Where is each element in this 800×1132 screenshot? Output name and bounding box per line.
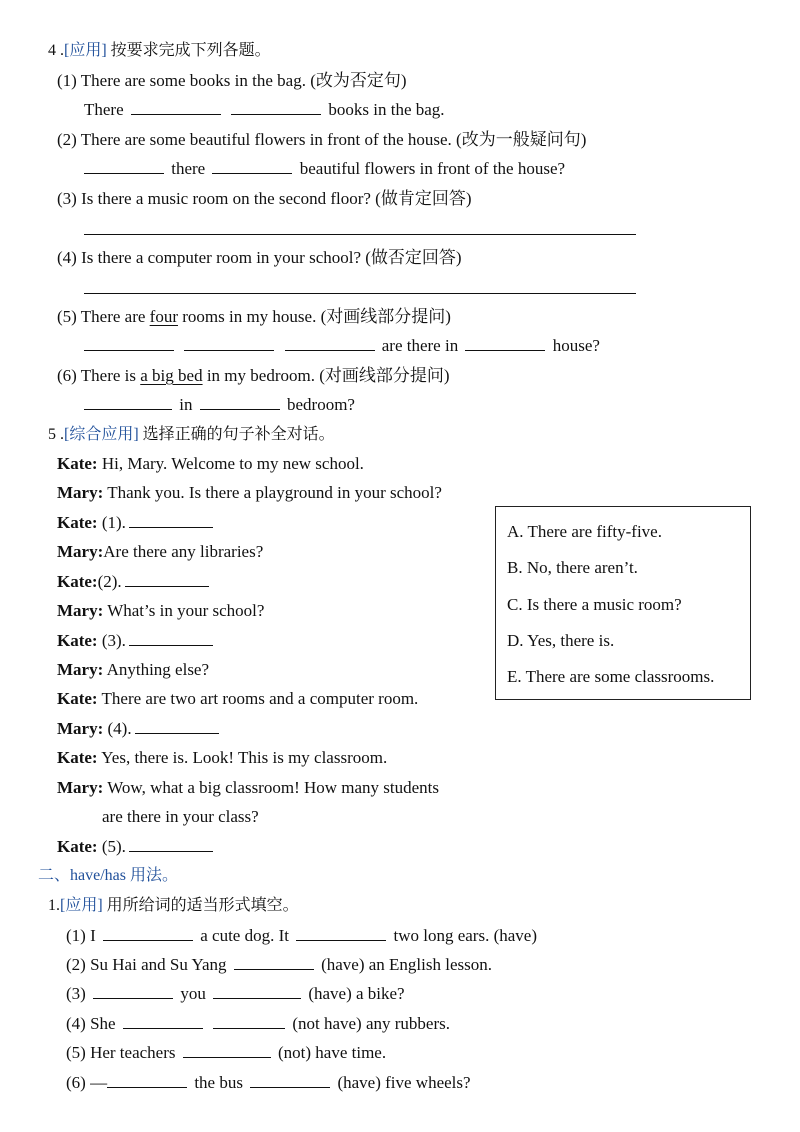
p2-q1-start: (1) I (66, 926, 96, 945)
speaker-name: Kate: (57, 631, 98, 650)
p2-q4-end: (not have) any rubbers. (292, 1014, 450, 1033)
section-4-tag: [应用] (64, 42, 107, 59)
answer-blank[interactable] (213, 983, 301, 999)
speaker-name: Kate: (57, 572, 98, 591)
section-4-number: 4 . (48, 42, 64, 59)
p2-q3-start: (3) (66, 984, 86, 1003)
option-c: C. Is there a music room? (507, 595, 682, 614)
dialog-text: There are two art rooms and a computer room. (101, 689, 419, 708)
p2-q4 (66, 1013, 450, 1035)
option-e: E. There are some classrooms. (507, 667, 715, 686)
p2-q2 (66, 954, 492, 976)
speaker-name: Mary: (57, 660, 104, 679)
p2-q3 (66, 983, 405, 1005)
answer-blank[interactable] (131, 99, 221, 115)
answer-blank[interactable] (84, 394, 172, 410)
s4-q5-prompt (57, 306, 451, 328)
answer-blank[interactable] (103, 925, 193, 941)
dialog-text: (5). (101, 837, 126, 856)
answer-blank[interactable] (125, 571, 209, 587)
p2-q6-end: (have) five wheels? (337, 1073, 471, 1092)
s4-q5-underlined: four (149, 307, 178, 326)
answer-line[interactable] (84, 293, 636, 294)
s4-q2-prompt: (2) There are some beautiful flowers in front of the house. (改为一般疑问句) (57, 130, 587, 149)
speaker-name: Kate: (57, 837, 98, 856)
s4-q6-tail: bedroom? (286, 395, 355, 414)
speaker-name: Kate: (57, 454, 98, 473)
dialog-line (57, 688, 418, 710)
answer-blank[interactable] (465, 335, 545, 351)
dialog-text: Hi, Mary. Welcome to my new school. (101, 454, 364, 473)
part-2-title: 二、have/has 用法。 (38, 867, 178, 884)
s4-q6-underlined: a big bed (140, 366, 203, 385)
s4-q2-answer-line (84, 158, 565, 180)
s4-q4-prompt: (4) Is there a computer room in your school? (做否定回答) (57, 248, 462, 267)
s4-q1-start: There (84, 100, 124, 119)
option-d: D. Yes, there is. (507, 631, 615, 650)
p2-q6-start: (6) — (66, 1073, 108, 1092)
s4-q6-prompt (57, 365, 450, 387)
answer-blank[interactable] (212, 158, 292, 174)
answer-blank[interactable] (200, 394, 280, 410)
p2-q6 (66, 1072, 471, 1094)
answer-blank[interactable] (84, 335, 174, 351)
dialog-line (57, 630, 216, 652)
dialog-line (57, 777, 439, 799)
part-2-q1-header (48, 895, 299, 917)
s4-q2-mid: there (171, 159, 206, 178)
section-4-header (48, 40, 271, 62)
section-5-header (48, 424, 335, 446)
s4-q5-end: rooms in my house. (对画线部分提问) (182, 307, 451, 326)
speaker-name: Mary: (57, 542, 104, 561)
speaker-name: Mary: (57, 778, 104, 797)
p2-q3-end: (have) a bike? (308, 984, 405, 1003)
answer-blank[interactable] (296, 925, 386, 941)
dialog-text: Are there any libraries? (103, 542, 264, 561)
p2-q5-start: (5) Her teachers (66, 1043, 176, 1062)
options-box (495, 506, 751, 700)
speaker-name: Kate: (57, 513, 98, 532)
s4-q1-answer-line (84, 99, 445, 121)
part-2-number: 1. (48, 897, 60, 914)
s4-q2-end: beautiful flowers in front of the house? (299, 159, 566, 178)
s4-q1-end: books in the bag. (328, 100, 445, 119)
dialog-line (57, 512, 216, 534)
p2-q3-mid: you (180, 984, 206, 1003)
s4-q6-mid: in (179, 395, 193, 414)
dialog-text: Yes, there is. Look! This is my classroom. (101, 748, 388, 767)
section-5-number: 5 . (48, 426, 64, 443)
option-a: A. There are fifty-five. (507, 522, 662, 541)
dialog-text: are there in your class? (102, 807, 259, 826)
answer-blank[interactable] (84, 158, 164, 174)
dialog-line (102, 806, 259, 828)
dialog-text: (3). (101, 631, 126, 650)
p2-q6-mid: the bus (194, 1073, 243, 1092)
s4-q3-prompt: (3) Is there a music room on the second floor? (做肯定回答) (57, 189, 472, 208)
answer-blank[interactable] (213, 1013, 285, 1029)
s4-q5-start: (5) There are (57, 307, 146, 326)
s4-q6-start: (6) There is (57, 366, 136, 385)
speaker-name: Mary: (57, 483, 104, 502)
dialog-line (57, 836, 216, 858)
p2-q5-end: (not) have time. (278, 1043, 387, 1062)
dialog-line (57, 600, 264, 622)
dialog-text: Anything else? (106, 660, 210, 679)
answer-blank[interactable] (135, 718, 219, 734)
answer-blank[interactable] (129, 836, 213, 852)
dialog-line (57, 571, 212, 593)
speaker-name: Mary: (57, 719, 104, 738)
answer-blank[interactable] (184, 335, 274, 351)
dialog-line (57, 659, 209, 681)
answer-blank[interactable] (123, 1013, 203, 1029)
dialog-text: Thank you. Is there a playground in your school? (107, 483, 442, 502)
s4-q6-answer-line (84, 394, 355, 416)
p2-q1-mid: a cute dog. It (200, 926, 289, 945)
answer-blank[interactable] (107, 1072, 187, 1088)
option-b: B. No, there aren’t. (507, 558, 638, 577)
s4-q5-tail: house? (552, 336, 600, 355)
answer-blank[interactable] (129, 512, 213, 528)
dialog-text: (4). (107, 719, 132, 738)
answer-blank[interactable] (93, 983, 173, 999)
dialog-text: (1). (101, 513, 126, 532)
p2-q1 (66, 925, 537, 947)
p2-q1-end: two long ears. (have) (393, 926, 537, 945)
answer-blank[interactable] (231, 99, 321, 115)
s4-q6-end: in my bedroom. (对画线部分提问) (206, 366, 450, 385)
answer-blank[interactable] (129, 630, 213, 646)
s4-q5-answer-line (84, 335, 600, 357)
answer-blank[interactable] (250, 1072, 330, 1088)
part-2-instruction: 用所给词的适当形式填空。 (106, 897, 299, 914)
dialog-text: Wow, what a big classroom! How many students (107, 778, 440, 797)
dialog-text: (2). (97, 572, 122, 591)
part-2-tag: [应用] (60, 897, 103, 914)
dialog-line (57, 718, 222, 740)
dialog-line (57, 453, 364, 475)
answer-blank[interactable] (234, 954, 314, 970)
speaker-name: Kate: (57, 748, 98, 767)
p2-q4-start: (4) She (66, 1014, 116, 1033)
dialog-line (57, 747, 387, 769)
dialog-line (57, 541, 263, 563)
section-5-tag: [综合应用] (64, 426, 139, 443)
s4-q5-mid: are there in (381, 336, 459, 355)
speaker-name: Kate: (57, 689, 98, 708)
answer-blank[interactable] (285, 335, 375, 351)
dialog-text: What’s in your school? (107, 601, 265, 620)
p2-q2-end: (have) an English lesson. (321, 955, 492, 974)
p2-q2-start: (2) Su Hai and Su Yang (66, 955, 227, 974)
s4-q1-prompt: (1) There are some books in the bag. (改为否定句) (57, 71, 407, 90)
section-5-instruction: 选择正确的句子补全对话。 (142, 426, 335, 443)
answer-blank[interactable] (183, 1042, 271, 1058)
dialog-line (57, 482, 442, 504)
p2-q5 (66, 1042, 386, 1064)
speaker-name: Mary: (57, 601, 104, 620)
answer-line[interactable] (84, 234, 636, 235)
section-4-instruction: 按要求完成下列各题。 (110, 42, 271, 59)
